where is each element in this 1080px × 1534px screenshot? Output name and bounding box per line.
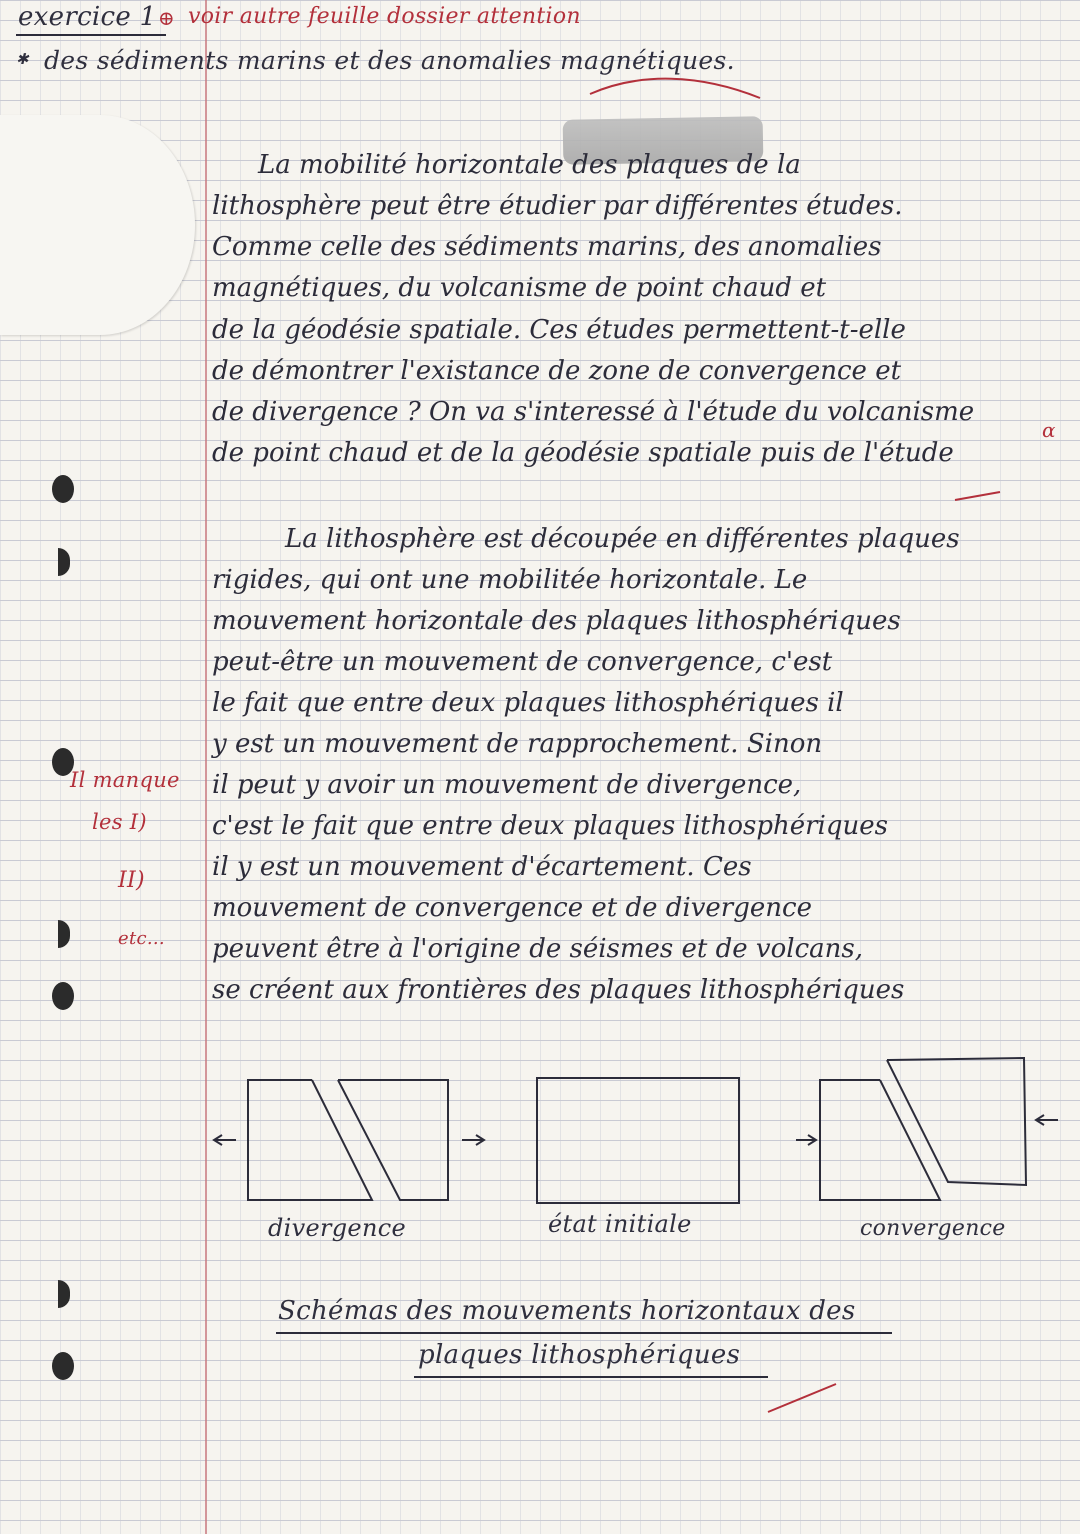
- label-convergence: convergence: [860, 1216, 1006, 1241]
- exercise-title: exercice 1: [18, 2, 157, 32]
- label-initial-state: état initiale: [548, 1210, 692, 1238]
- initial-block: [537, 1078, 739, 1203]
- red-slash-mark: [768, 1384, 836, 1412]
- diagram-caption-line2: plaques lithosphériques: [418, 1340, 741, 1370]
- text-line: de divergence ? On va s'interessé à l'étude du volcanisme: [212, 397, 975, 427]
- text-line: La lithosphère est découpée en différentes plaques: [285, 524, 960, 554]
- text-line: se créent aux frontières des plaques lithosphériques: [212, 975, 905, 1005]
- text-line: de la géodésie spatiale. Ces études permettent-t-elle: [212, 315, 906, 345]
- text-line: c'est le fait que entre deux plaques lithosphériques: [212, 811, 888, 841]
- section-subtitle: des sédiments marins et des anomalies magnétiques.: [44, 46, 735, 75]
- text-line: rigides, qui ont une mobilitée horizontale. Le: [212, 565, 808, 595]
- red-arc-mark: [590, 79, 760, 98]
- text-line: Comme celle des sédiments marins, des anomalies: [212, 232, 882, 262]
- text-line: de point chaud et de la géodésie spatiale puis de l'étude: [212, 438, 954, 468]
- right-plate: [887, 1058, 1026, 1185]
- text-line: le fait que entre deux plaques lithosphériques il: [212, 688, 844, 718]
- margin-note-ii: II): [118, 868, 145, 893]
- text-line: magnétiques, du volcanisme de point chaud et: [212, 273, 827, 303]
- text-line: mouvement de convergence et de divergence: [212, 893, 812, 923]
- plus-icon: ⊕: [158, 6, 176, 30]
- diagram-caption-line1: Schémas des mouvements horizontaux des: [278, 1296, 856, 1326]
- alpha-mark: α: [1042, 418, 1056, 442]
- divergence-diagram: [214, 1080, 484, 1200]
- text-line: peuvent être à l'origine de séismes et de volcans,: [212, 934, 864, 964]
- convergence-diagram: [796, 1058, 1058, 1200]
- left-plate: [820, 1080, 940, 1200]
- left-plate: [248, 1080, 372, 1200]
- red-dash-mark: [955, 492, 1000, 500]
- text-line: peut-être un mouvement de convergence, c'est: [212, 647, 833, 677]
- text-line: il y est un mouvement d'écartement. Ces: [212, 852, 752, 882]
- text-line: il peut y avoir un mouvement de divergence,: [212, 770, 802, 800]
- text-line: de démontrer l'existance de zone de convergence et: [212, 356, 902, 386]
- text-line: lithosphère peut être étudier par différentes études.: [212, 191, 903, 221]
- margin-note-etc: etc...: [118, 928, 165, 949]
- margin-note-les-i: les I): [92, 810, 147, 834]
- star-icon: ✱: [16, 50, 29, 68]
- margin-note-il-manque: Il manque: [70, 768, 180, 792]
- label-divergence: divergence: [268, 1214, 406, 1242]
- right-plate: [338, 1080, 448, 1200]
- text-line: La mobilité horizontale des plaques de la: [258, 150, 801, 180]
- text-line: y est un mouvement de rapprochement. Sinon: [212, 729, 823, 759]
- header-note: voir autre feuille dossier attention: [188, 4, 581, 29]
- text-line: mouvement horizontale des plaques lithosphériques: [212, 606, 901, 636]
